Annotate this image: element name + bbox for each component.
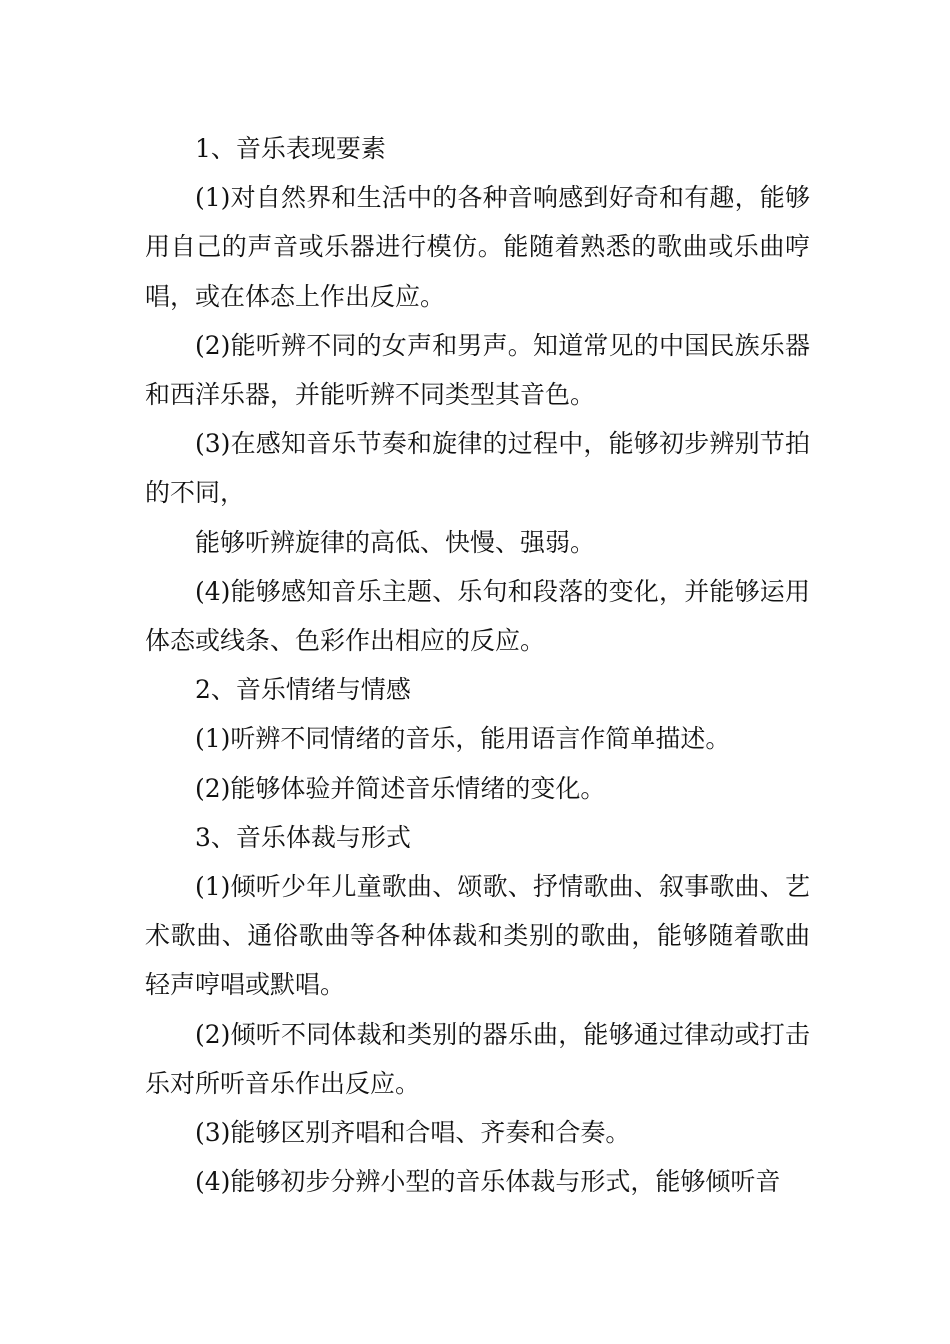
paragraph-3-3: (3)能够区别齐唱和合唱、齐奏和合奏。: [195, 1118, 631, 1148]
paragraph-1-4: (4)能够感知音乐主题、乐句和段落的变化，并能够运用体态或线条、色彩作出相应的反应。: [145, 576, 810, 656]
paragraph-3-1: (1)倾听少年儿童歌曲、颂歌、抒情歌曲、叙事歌曲、艺术歌曲、通俗歌曲等各种体裁和类别的歌曲，能够随着歌曲轻声哼唱或默唱。: [145, 872, 810, 1000]
paragraph-1-3-continued: 能够听辨旋律的高低、快慢、强弱。: [195, 527, 596, 557]
section-heading-3: 3、音乐体裁与形式: [195, 822, 411, 852]
paragraph-3-2: (2)倾听不同体裁和类别的器乐曲，能够通过律动或打击乐对所听音乐作出反应。: [145, 1019, 810, 1098]
paragraph-1-3: (3)在感知音乐节奏和旋律的过程中，能够初步辨别节拍的不同，: [145, 429, 810, 508]
paragraph-3-4: (4)能够初步分辨小型的音乐体裁与形式，能够倾听音: [195, 1167, 781, 1197]
paragraph-2-1: (1)听辨不同情绪的音乐，能用语言作简单描述。: [195, 724, 731, 754]
section-heading-2: 2、音乐情绪与情感: [195, 675, 411, 705]
document-page: [145, 124, 810, 1206]
paragraph-1-2: (2)能听辨不同的女声和男声。知道常见的中国民族乐器和西洋乐器，并能听辨不同类型其音色。: [145, 330, 810, 410]
section-heading-1: 1、音乐表现要素: [195, 134, 386, 163]
paragraph-2-2: (2)能够体验并简述音乐情绪的变化。: [195, 773, 606, 803]
paragraph-1-1: (1)对自然界和生活中的各种音响感到好奇和有趣，能够用自己的声音或乐器进行模仿。能随着熟悉的歌曲或乐曲哼唱，或在体态上作出反应。: [145, 183, 810, 311]
